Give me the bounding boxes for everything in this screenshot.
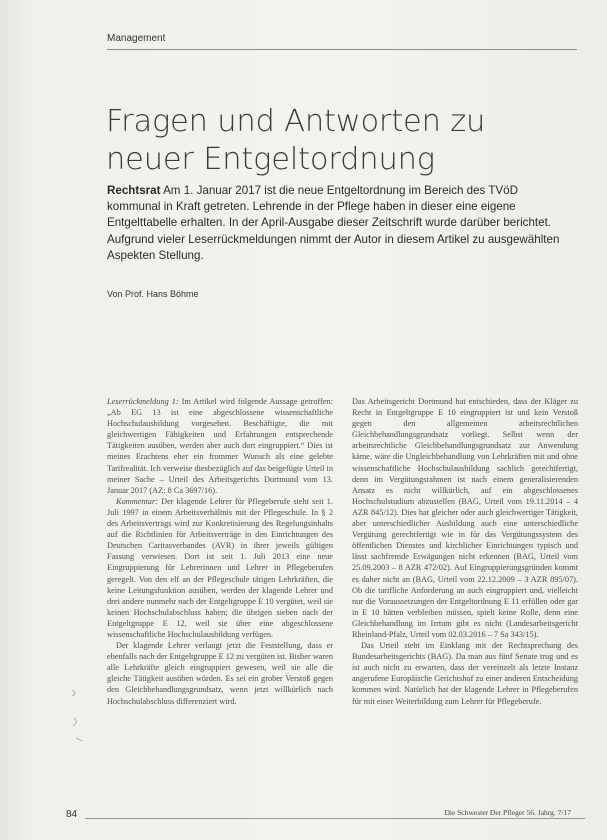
paragraph-label: Kommentar:	[116, 496, 158, 506]
paragraph: Kommentar: Der klagende Lehrer für Pflegeberufe steht seit 1. Juli 1997 in einem Arbeitsverhältnis mit der Pflegeschule. In § 2 des Arbeitsvertrags wird zur Konkretisierung des Regelungsinhalts auf die Richtlinien für Arbeitsverträge in den Einrichtungen des Deutschen Caritasverbandes (AVR) in ihrer jeweils gültigen Fassung verwiesen. Dort ist seit 1. Juli 2013 eine neue Eingruppierung für Lehrerinnen und Lehrer in Pflegeberufen geregelt. Von den elf an der Pflegeschule tätigen Lehrkräften, die keine Leitungsfunktion ausüben, werden der klagende Lehrer und drei andere nunmehr nach der Entgeltgruppe E 10 vergütet, weil sie keinen Hochschulabschluss haben; die übrigen sieben nach der Entgeltgruppe E 12, weil sie über eine abgeschlossene wissenschaftliche Hochschulausbildung verfügen.	[107, 496, 334, 639]
paragraph: Das Arbeitsgericht Dortmund hat entschieden, dass der Kläger zu Recht in Entgeltgruppe E 10 eingruppiert ist und kein Verstoß gegen den allgemeinen arbeitsrechtlichen Gleichbehandlungsgrundsatz vorliegt. Selbst wenn der arbeitsrechtliche Gleichbehandlungsgrundsatz zur Anwendung käme, wäre die Ungleichbehandlung von Lehrkräften mit und ohne wissenschaftliche Hochschulausbildung sachlich gerechtfertigt, denn im Vergütungsrahmen ist nach einem generalisierenden Ansatz es nicht willkürlich, auf ein abgeschlossenes Hochschulstudium abzustellen (BAG, Urteil vom 19.11.2014 – 4 AZR 845/12). Dies hat gleicher oder auch gleichwertiger Tätigkeit, aber unterschiedlicher Ausbildung auch eine unterschiedliche Vergütung gerechtfertigt wie in für das Vergütungssystem des öffentlichen Dienstes und kirchlicher Einrichtungen typisch und lässt sachfremde Erwägungen nicht erkennen (BAG, Urteil vom 25.09.2003 – 8 AZR 472/02). Auf Eingruppierungsgründen kommt es daher nicht an (BAG, Urteil vom 22.12.2009 – 3 AZR 895/07). Ob die tarifliche Anforderung an auch eingruppiert und, vielleicht nur die Voraussetzungen der Entgeltordnung E 11 erfüllen oder gar in E 10 hätten verbleiben müssen, spielt keine Rolle, denn eine Gleichbehandlung im Irrtum gibt es nicht (Landesarbeitsgericht Rheinland-Pfalz, Urteil vom 02.03.2016 – 7 Sa 343/15).	[352, 397, 578, 639]
paragraph: Der klagende Lehrer verlangt jetzt die Feststellung, dass er ebenfalls nach der Entgeltgruppe E 12 zu vergüten ist. Bisher waren alle Lehrkräfte gleich eingruppiert gewesen, weil sie alle die gleiche Tätigkeit ausüben würden. Es sei ein grober Verstoß gegen den Gleichbehandlungsgrundsatz, wenn jetzt willkürlich nach Hochschulabschluss differenziert wird.	[107, 641, 333, 706]
header-divider	[107, 49, 577, 50]
journal-reference: Die Schwester Der Pfleger 56. Jahrg. 7/17	[444, 808, 571, 817]
paragraph: Leserrückmeldung 1: Im Artikel wird folgende Aussage getroffen: „Ab EG 13 ist eine abgeschlossene wissenschaftliche Hochschulausbildung vorgesehen. Beschäftigte, die mit gleichwertigen Fähigkeiten und Erfahrungen entsprechende Tätigkeiten ausüben, werden aber auch dort eingruppiert.“ Dies ist meines Erachtens eher ein frommer Wunsch als eine gelebte Tarifrealität. Ich verweise diesbezüglich auf das beigefügte Urteil in meiner Sache – Urteil des Arbeitsgerichts Dortmund vom 13. Januar 2017 (AZ: 8 Ca 3697/16).	[107, 397, 333, 495]
footer-divider	[85, 818, 585, 819]
body-column-left	[107, 396, 333, 707]
paragraph-label: Leserrückmeldung 1:	[107, 397, 179, 406]
page-number: 84	[66, 809, 78, 820]
article-title: Fragen und Antworten zu neuer Entgeltordnung	[106, 104, 486, 177]
lead-label: Rechtsrat	[107, 184, 161, 197]
body-column-right	[352, 396, 578, 707]
lead-text: Am 1. Januar 2017 ist die neue Entgeltordnung im Bereich des TVöD kommunal in Kraft getreten. Lehrende in der Pflege haben in dieser eine eigene Entgelttabelle erhalten. In der April-Ausgabe dieser Zeitschrift wurde darüber berichtet. Aufgrund vieler Leserrückmeldungen nimmt der Autor in diesem Artikel zu ausgewählten Aspekten Stellung.	[107, 184, 560, 262]
pencil-marks	[64, 680, 184, 760]
byline: Von Prof. Hans Böhme	[107, 289, 199, 299]
section-rubric: Management	[107, 33, 166, 44]
paragraph: Das Urteil steht im Einklang mit der Rechtsprechung des Bundesarbeitsgerichts (BAG). Da man aus fünf Senate trug und es ist auch nicht zu erwarten, dass der vereinzelt als letzte Instanz angerufene Europäische Gerichtshof zu einer anderen Entscheidung kommen wird. Natürlich hat der klagende Lehrer in Pflegeberufen für mit einer Weiterbildung zum Lehrer für Pflegeberufe.	[352, 641, 578, 706]
article-lead	[107, 183, 569, 264]
